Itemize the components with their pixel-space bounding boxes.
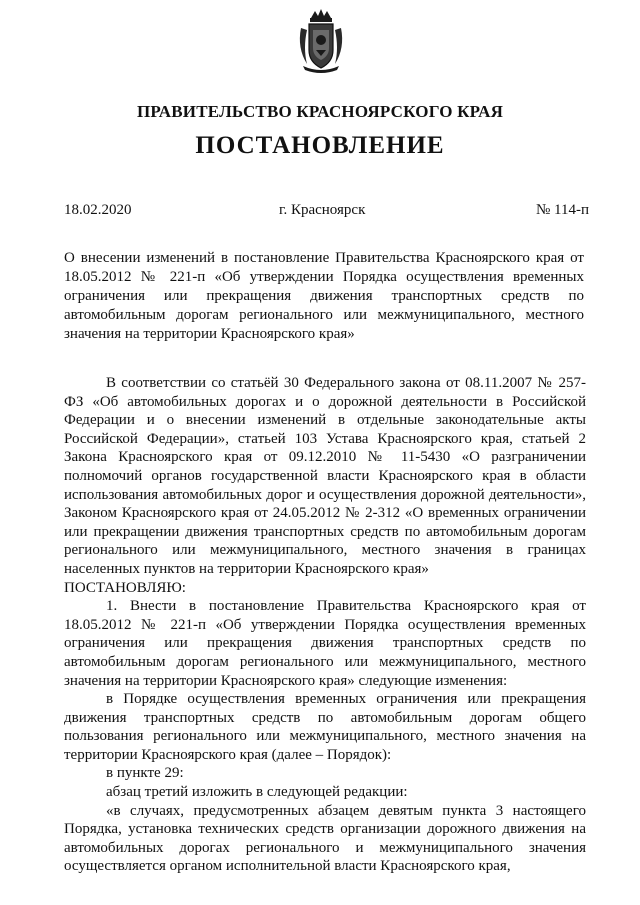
paragraph-3-instruction: абзац третий изложить в следующей редакции: (106, 784, 408, 801)
document-date: 18.02.2020 (64, 202, 132, 218)
document-number: № 114-п (535, 202, 589, 218)
document-subject: О внесении изменений в постановление Правительства Красноярского края от 18.05.2012 № 221-п «Об утверждении Порядка осуществления временных ограничения или прекращения движения транспортных средств по автомобильным дорогам регионального или межмуниципального, местного значения на территории Красноярского края» (64, 250, 584, 342)
document-body (64, 374, 586, 876)
resolve-heading: ПОСТАНОВЛЯЮ: (64, 579, 186, 596)
item-1-sub-paragraph: в Порядке осуществления временных ограничения или прекращения движения транспортных средств по автомобильным дорогам общего пользования регионального или межмуниципального, местного значения на территории Красноярского края (далее – Порядок): (64, 691, 586, 763)
document-city: г. Красноярск (279, 202, 366, 218)
point-29-paragraph: в пункте 29: (106, 765, 184, 782)
quoted-text-paragraph: «в случаях, предусмотренных абзацем девятым пункта 3 настоящего Порядка, установка технических средств организации дорожного движения на автомобильных дорогах регионального и межмуниципального значения осуществляется органом исполнительной власти Красноярского края, (64, 802, 586, 875)
document-meta (64, 202, 589, 224)
document-type: ПОСТАНОВЛЕНИЕ (195, 132, 445, 159)
government-title: ПРАВИТЕЛЬСТВО КРАСНОЯРСКОГО КРАЯ (136, 102, 504, 121)
preamble-paragraph: В соответствии со статьёй 30 Федерального закона от 08.11.2007 № 257-ФЗ «Об автомобильных дорогах и о дорожной деятельности в Российской Федерации и о внесении изменений в отдельные законодательные акты Российской Федерации», статьей 103 Устава Красноярского края, статьей 2 Закона Красноярского края от 09.12.2010 № 11-5430 «О разграничении полномочий органов государственной власти Красноярского края в области использования автомобильных дорог и осуществления дорожной деятельности», Законом Красноярского края от 24.05.2012 № 2-312 «О временных ограничении или прекращении движения транспортных средств по автомобильным дорогам регионального или межмуниципального, местного значения в границах населенных пунктов на территории Красноярского края» (64, 375, 586, 577)
coat-of-arms-icon (295, 8, 347, 74)
item-1-paragraph: 1. Внести в постановление Правительства Красноярского края от 18.05.2012 № 221-п «Об утверждении Порядка осуществления временных ограничения или прекращения движения транспортных средств по автомобильным дорогам регионального или межмуниципального, местного значения на территории Красноярского края» следующие изменения: (64, 598, 586, 689)
